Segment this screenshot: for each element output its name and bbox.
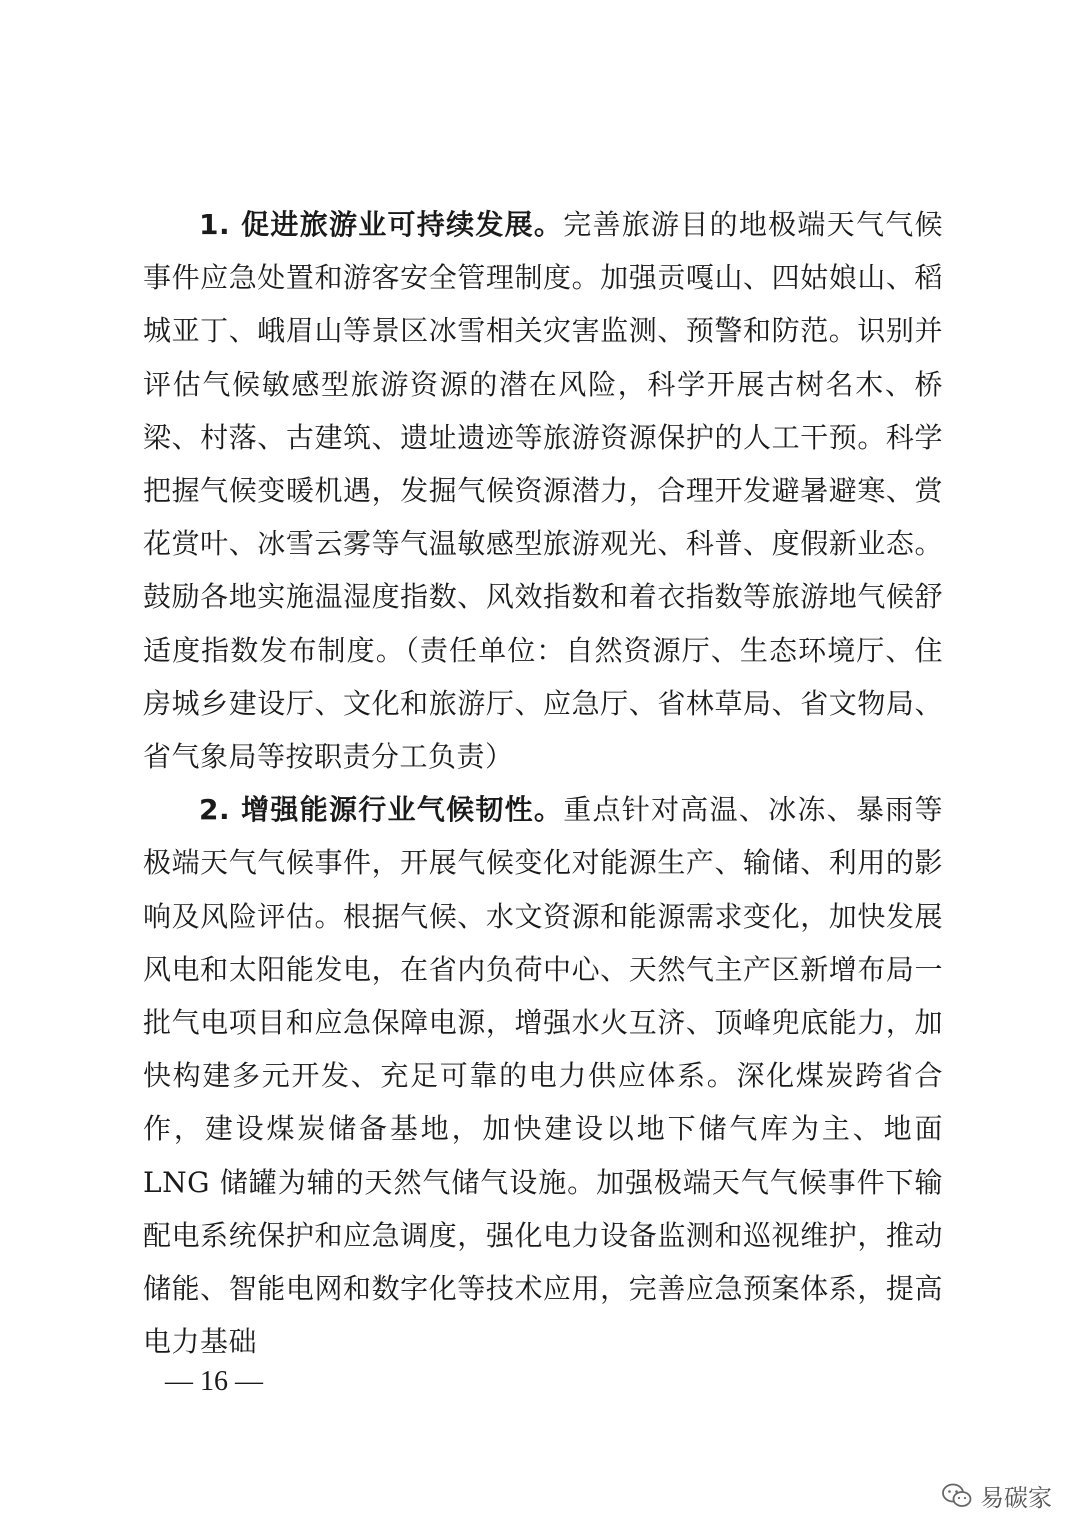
wechat-icon [942, 1483, 972, 1509]
section-paragraph-1 [143, 198, 943, 783]
document-body [143, 198, 943, 1368]
section-heading-2: 2. 增强能源行业气候韧性。 [199, 793, 564, 827]
source-watermark [942, 1478, 1052, 1513]
section-body-2: 重点针对高温、冰冻、暴雨等极端天气气候事件，开展气候变化对能源生产、输储、利用的影响及风险评估。根据气候、水文资源和能源需求变化，加快发展风电和太阳能发电，在省内负荷中心、天然气主产区新增布局一批气电项目和应急保障电源，增强水火互济、顶峰兜底能力，加快构建多元开发、充足可靠的电力供应体系。深化煤炭跨省合作，建设煤炭储备基地，加快建设以地下储气库为主、地面 LNG 储罐为辅的天然气储气设施。加强极端天气气候事件下输配电系统保护和应急调度，强化电力设备监测和巡视维护，推动储能、智能电网和数字化等技术应用，完善应急预案体系，提高电力基础 [143, 793, 943, 1359]
section-heading-1: 1. 促进旅游业可持续发展。 [199, 208, 564, 241]
section-paragraph-2 [143, 783, 943, 1368]
watermark-label: 易碳家 [980, 1484, 1052, 1512]
page-number: — 16 — [165, 1366, 263, 1397]
section-body-1: 完善旅游目的地极端天气气候事件应急处置和游客安全管理制度。加强贡嘎山、四姑娘山、稻城亚丁、峨眉山等景区冰雪相关灾害监测、预警和防范。识别并评估气候敏感型旅游资源的潜在风险，科学开展古树名木、桥梁、村落、古建筑、遗址遗迹等旅游资源保护的人工干预。科学把握气候变暖机遇，发掘气候资源潜力，合理开发避暑避寒、赏花赏叶、冰雪云雾等气温敏感型旅游观光、科普、度假新业态。鼓励各地实施温湿度指数、风效指数和着衣指数等旅游地气候舒适度指数发布制度。（责任单位：自然资源厅、生态环境厅、住房城乡建设厅、文化和旅游厅、应急厅、省林草局、省文物局、省气象局等按职责分工负责） [143, 208, 943, 774]
